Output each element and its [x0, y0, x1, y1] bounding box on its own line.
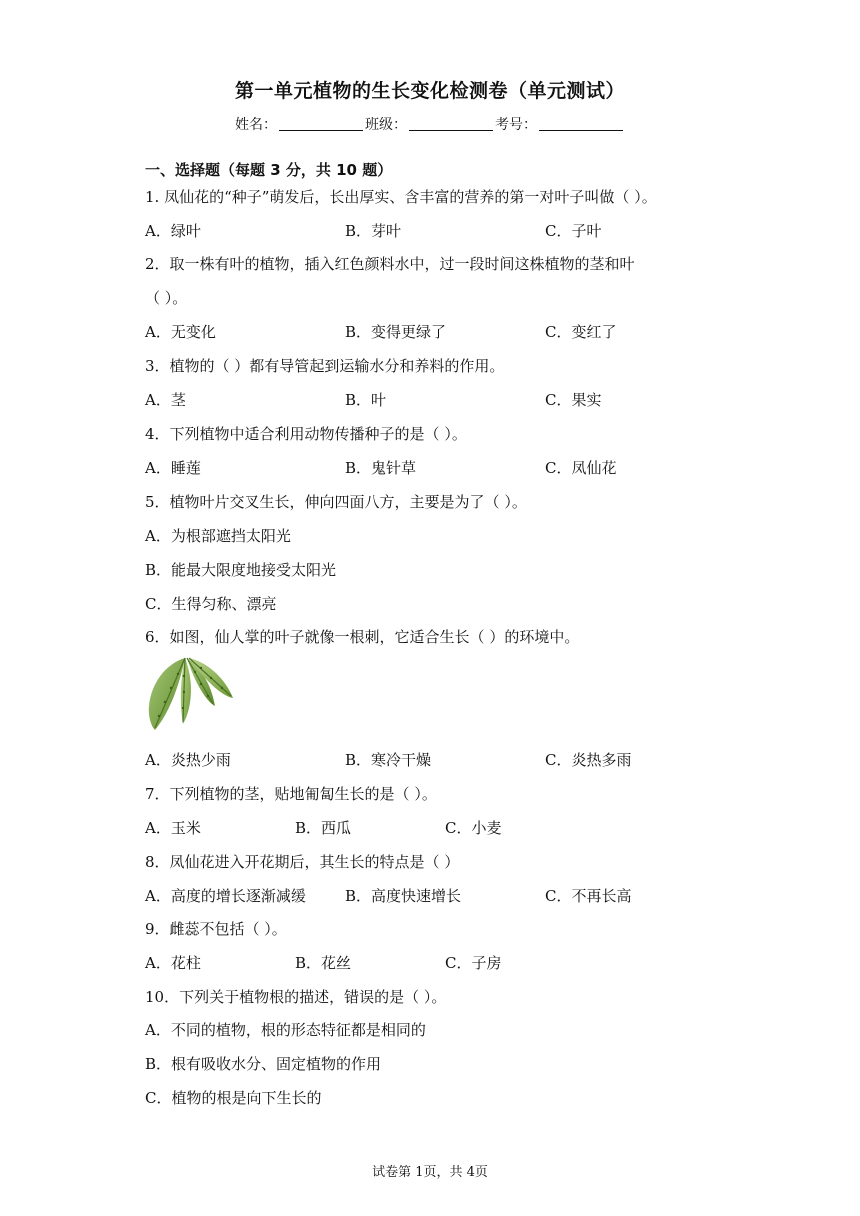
- question-7-stem: 7．下列植物的茎，贴地匍匐生长的是（ ）。: [145, 785, 437, 803]
- q4-option-a[interactable]: A．睡莲: [145, 459, 201, 477]
- class-label: 班级：: [365, 117, 407, 133]
- q5-option-c[interactable]: C．生得匀称、漂亮: [145, 595, 277, 613]
- question-2-stem-cont: （ ）。: [145, 289, 188, 307]
- q6-option-a[interactable]: A．炎热少雨: [145, 751, 231, 769]
- student-info-line: [0, 114, 860, 134]
- q6-option-b[interactable]: B．寒冷干燥: [345, 751, 432, 769]
- q5-option-a[interactable]: A．为根部遮挡太阳光: [145, 527, 291, 545]
- name-blank[interactable]: [279, 116, 363, 131]
- q8-option-a[interactable]: A．高度的增长逐渐减缓: [145, 887, 306, 905]
- page-title: 第一单元植物的生长变化检测卷（单元测试）: [234, 80, 625, 102]
- q2-option-c[interactable]: C．变红了: [545, 323, 617, 341]
- name-label: 姓名：: [235, 117, 277, 133]
- q4-option-b[interactable]: B．鬼针草: [345, 459, 417, 477]
- cactus-leaf-image: [145, 654, 235, 732]
- question-5-stem: 5．植物叶片交叉生长，伸向四面八方，主要是为了（ ）。: [145, 493, 527, 511]
- q5-option-b[interactable]: B．能最大限度地接受太阳光: [145, 561, 337, 579]
- q3-option-c[interactable]: C．果实: [545, 391, 602, 409]
- question-3-stem: 3．植物的（ ）都有导管起到运输水分和养料的作用。: [145, 357, 505, 375]
- q9-option-b[interactable]: B．花丝: [295, 954, 352, 972]
- question-6-stem: 6．如图，仙人掌的叶子就像一根刺，它适合生长（ ）的环境中。: [145, 628, 580, 646]
- q2-option-b[interactable]: B．变得更绿了: [345, 323, 447, 341]
- q1-option-c[interactable]: C．子叶: [545, 222, 602, 240]
- q1-option-a[interactable]: A．绿叶: [145, 222, 201, 240]
- q3-option-a[interactable]: A．茎: [145, 391, 186, 409]
- question-8-stem: 8．凤仙花进入开花期后，其生长的特点是（ ）: [145, 853, 460, 871]
- exam-no-blank[interactable]: [539, 116, 623, 131]
- q8-option-c[interactable]: C．不再长高: [545, 887, 632, 905]
- q1-option-b[interactable]: B．芽叶: [345, 222, 402, 240]
- q7-option-b[interactable]: B．西瓜: [295, 819, 352, 837]
- class-blank[interactable]: [409, 116, 493, 131]
- q7-option-a[interactable]: A．玉米: [145, 819, 201, 837]
- q3-option-b[interactable]: B．叶: [345, 391, 387, 409]
- q7-option-c[interactable]: C．小麦: [445, 819, 502, 837]
- q10-option-a[interactable]: A．不同的植物，根的形态特征都是相同的: [145, 1021, 426, 1039]
- q6-option-c[interactable]: C．炎热多雨: [545, 751, 632, 769]
- q9-option-a[interactable]: A．花柱: [145, 954, 201, 972]
- q2-option-a[interactable]: A．无变化: [145, 323, 216, 341]
- exam-no-label: 考号：: [495, 117, 537, 133]
- page-footer: 试卷第 1页，共 4页: [372, 1165, 488, 1180]
- question-10-stem: 10．下列关于植物根的描述，错误的是（ ）。: [145, 988, 447, 1006]
- q10-option-b[interactable]: B．根有吸收水分、固定植物的作用: [145, 1055, 382, 1073]
- q10-option-c[interactable]: C．植物的根是向下生长的: [145, 1089, 322, 1107]
- question-2-stem: 2．取一株有叶的植物，插入红色颜料水中，过一段时间这株植物的茎和叶: [145, 255, 635, 273]
- q9-option-c[interactable]: C．子房: [445, 954, 502, 972]
- question-1-stem: 1. 凤仙花的“种子”萌发后，长出厚实、含丰富的营养的第一对叶子叫做（ ）。: [145, 188, 657, 206]
- question-9-stem: 9．雌蕊不包括（ ）。: [145, 920, 287, 938]
- q8-option-b[interactable]: B．高度快速增长: [345, 887, 462, 905]
- question-4-stem: 4．下列植物中适合利用动物传播种子的是（ ）。: [145, 425, 467, 443]
- section-heading: 一、选择题（每题 3 分，共 10 题）: [145, 161, 393, 179]
- q4-option-c[interactable]: C．凤仙花: [545, 459, 617, 477]
